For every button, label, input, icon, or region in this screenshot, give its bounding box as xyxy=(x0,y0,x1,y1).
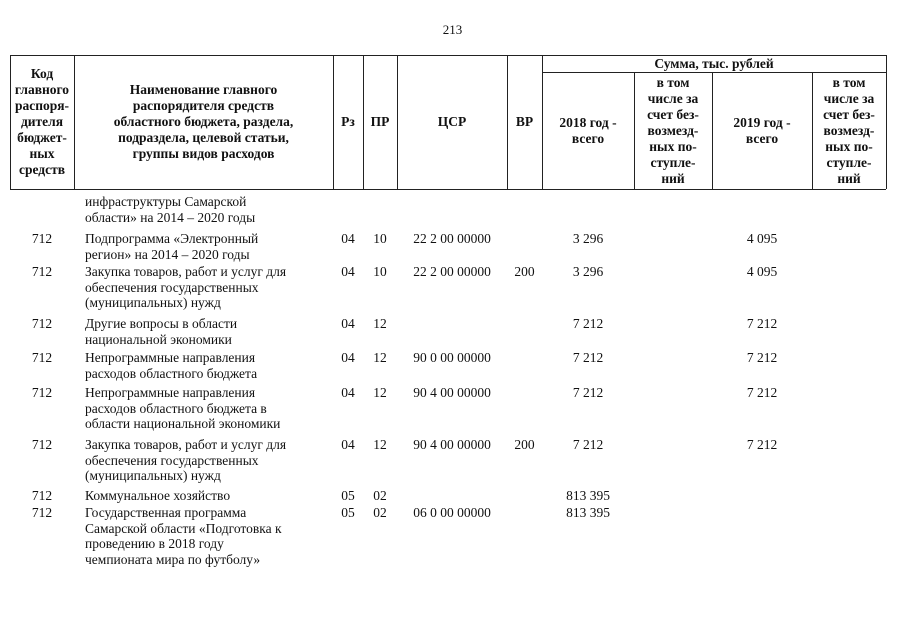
cell-2019: 7 212 xyxy=(746,316,778,331)
cell-2019: 7 212 xyxy=(746,385,778,400)
header-2019-text: 2019 год - всего xyxy=(733,114,791,146)
cell-code: 712 xyxy=(31,505,53,520)
header-pr-text: ПР xyxy=(370,114,390,129)
header-code xyxy=(10,55,74,189)
cell-rz: 04 xyxy=(341,264,355,279)
cell-rz: 04 xyxy=(341,350,355,365)
cell-code: 712 xyxy=(31,488,53,503)
cell-2018: 7 212 xyxy=(572,437,604,452)
cell-code: 712 xyxy=(31,316,53,331)
cell-2018: 813 395 xyxy=(566,488,610,503)
cell-csr: 22 2 00 00000 xyxy=(413,264,491,279)
cell-name: Непрограммные направления расходов областного бюджета xyxy=(85,350,258,381)
cell-rz: 04 xyxy=(341,385,355,400)
header-2019-free xyxy=(812,72,886,189)
header-rz xyxy=(333,55,363,189)
header-name-text: Наименование главного распорядителя средств областного бюджета, раздела, подраздела, целевой статьи, группы видов расходов xyxy=(113,82,294,161)
cell-pr: 02 xyxy=(373,505,387,520)
cell-2018: 813 395 xyxy=(566,505,610,520)
cell-name: Государственная программа Самарской области «Подготовка к проведению в 2018 году чемпионата мира по футболу» xyxy=(85,505,282,567)
header-csr-text: ЦСР xyxy=(437,114,467,129)
cell-pr: 12 xyxy=(373,350,387,365)
cell-2018: 3 296 xyxy=(572,264,604,279)
cell-vr: 200 xyxy=(514,264,535,279)
cell-csr: 90 4 00 00000 xyxy=(413,437,491,452)
cell-csr: 90 4 00 00000 xyxy=(413,385,491,400)
header-2018 xyxy=(542,72,634,189)
cell-name: Закупка товаров, работ и услуг для обеспечения государственных (муниципальных) нужд xyxy=(85,264,287,310)
header-vr xyxy=(507,55,542,189)
header-2019-free-text: в том числе за счет без- возмезд- ных по- ступле- ний xyxy=(823,74,875,186)
cell-name: Подпрограмма «Электронный регион» на 2014 – 2020 годы xyxy=(85,231,259,262)
cell-name: Закупка товаров, работ и услуг для обеспечения государственных (муниципальных) нужд xyxy=(85,437,287,483)
header-bottom-border xyxy=(10,189,886,190)
cell-2018: 7 212 xyxy=(572,350,604,365)
cell-code: 712 xyxy=(31,350,53,365)
header-csr xyxy=(397,55,507,189)
header-rz-text: Рз xyxy=(341,114,355,129)
header-code-text: Код главного распоря- дителя бюджет- ных средств xyxy=(14,66,70,177)
header-2019 xyxy=(712,72,812,189)
cell-2019: 4 095 xyxy=(746,231,778,246)
cell-rz: 05 xyxy=(341,505,355,520)
cell-code: 712 xyxy=(31,385,53,400)
cell-name: Другие вопросы в области национальной экономики xyxy=(85,316,238,347)
cell-2018: 3 296 xyxy=(572,231,604,246)
page-number: 213 xyxy=(442,22,463,37)
header-name xyxy=(74,55,333,189)
cell-code: 712 xyxy=(31,231,53,246)
cell-csr: 22 2 00 00000 xyxy=(413,231,491,246)
cell-code: 712 xyxy=(31,264,53,279)
cell-pr: 10 xyxy=(373,231,387,246)
header-2018-text: 2018 год - всего xyxy=(559,114,617,146)
cell-2018: 7 212 xyxy=(572,316,604,331)
cell-name: Коммунальное хозяйство xyxy=(85,488,231,503)
cell-rz: 04 xyxy=(341,437,355,452)
cell-2018: 7 212 xyxy=(572,385,604,400)
header-pr xyxy=(363,55,397,189)
header-vr-text: ВР xyxy=(515,114,534,129)
header-sum: Сумма, тыс. рублей xyxy=(654,56,774,71)
col-border xyxy=(886,55,887,189)
cell-rz: 04 xyxy=(341,231,355,246)
cell-csr: 90 0 00 00000 xyxy=(413,350,491,365)
cell-name: инфраструктуры Самарской области» на 2014 – 2020 годы xyxy=(85,194,256,225)
cell-pr: 10 xyxy=(373,264,387,279)
cell-2019: 4 095 xyxy=(746,264,778,279)
cell-pr: 02 xyxy=(373,488,387,503)
header-2018-free-text: в том числе за счет без- возмезд- ных по- ступле- ний xyxy=(647,74,699,186)
header-2018-free xyxy=(634,72,712,189)
cell-code: 712 xyxy=(31,437,53,452)
cell-2019: 7 212 xyxy=(746,437,778,452)
cell-rz: 05 xyxy=(341,488,355,503)
cell-csr: 06 0 00 00000 xyxy=(413,505,491,520)
cell-rz: 04 xyxy=(341,316,355,331)
cell-pr: 12 xyxy=(373,385,387,400)
cell-pr: 12 xyxy=(373,316,387,331)
cell-2019: 7 212 xyxy=(746,350,778,365)
cell-pr: 12 xyxy=(373,437,387,452)
cell-name: Непрограммные направления расходов областного бюджета в области национальной экономики xyxy=(85,385,281,431)
cell-vr: 200 xyxy=(514,437,535,452)
